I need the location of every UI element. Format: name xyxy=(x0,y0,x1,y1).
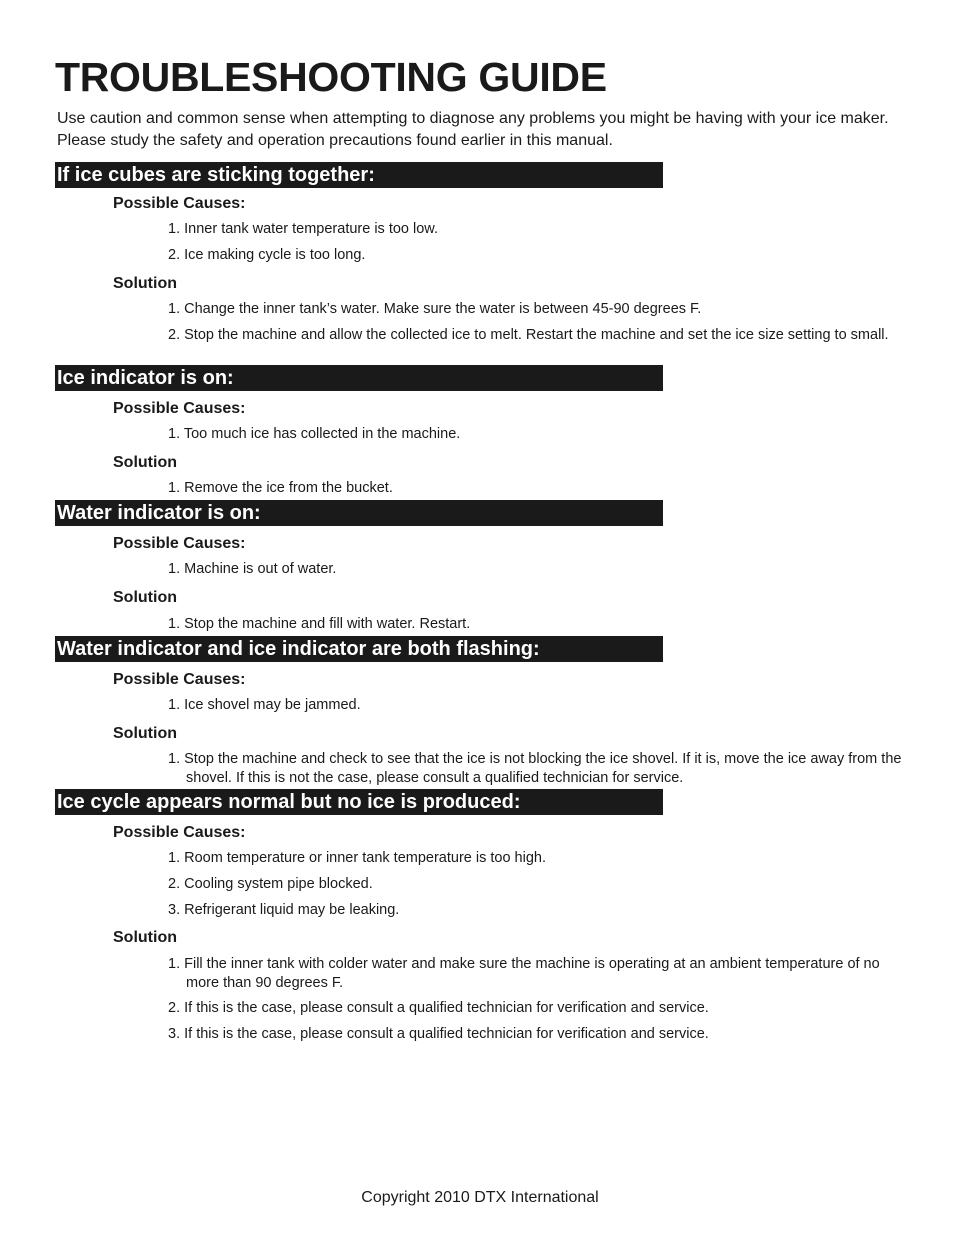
cause-item: 1. Ice shovel may be jammed. xyxy=(168,697,361,713)
copyright-footer: Copyright 2010 DTX International xyxy=(361,1189,599,1206)
cause-item: 1. Machine is out of water. xyxy=(168,561,337,577)
cause-item: 1. Too much ice has collected in the machine. xyxy=(168,426,461,442)
solution-item: 3. If this is the case, please consult a qualified technician for verification and service. xyxy=(168,1026,709,1042)
cause-item: 1. Room temperature or inner tank temperature is too high. xyxy=(168,850,546,866)
solution-item: 1. Stop the machine and check to see that the ice is not blocking the ice shovel. If it is, move the ice away from the shovel. If this is not the case, please consult a qualified technician for service. xyxy=(168,751,902,786)
causes-label: Possible Causes: xyxy=(113,824,246,841)
intro-paragraph: Use caution and common sense when attempting to diagnose any problems you might be having with your ice maker. Please study the safety and operation precautions found earlier in this manual. xyxy=(57,110,889,149)
cause-item: 2. Ice making cycle is too long. xyxy=(168,247,366,263)
cause-item: 2. Cooling system pipe blocked. xyxy=(168,876,373,892)
solution-item: 2. Stop the machine and allow the collected ice to melt. Restart the machine and set the ice size setting to small. xyxy=(168,327,889,343)
solution-label: Solution xyxy=(113,589,177,606)
section-heading: Water indicator and ice indicator are both flashing: xyxy=(55,636,663,662)
section-heading: Water indicator is on: xyxy=(55,500,663,526)
cause-item: 3. Refrigerant liquid may be leaking. xyxy=(168,902,400,918)
solution-item: 1. Fill the inner tank with colder water and make sure the machine is operating at an ambient temperature of no more than 90 degrees F. xyxy=(168,956,880,991)
causes-label: Possible Causes: xyxy=(113,671,246,688)
solution-item: 1. Remove the ice from the bucket. xyxy=(168,480,393,496)
causes-label: Possible Causes: xyxy=(113,400,246,417)
cause-item: 1. Inner tank water temperature is too low. xyxy=(168,221,438,237)
solution-item: 1. Change the inner tank’s water. Make sure the water is between 45-90 degrees F. xyxy=(168,301,702,317)
solution-label: Solution xyxy=(113,275,177,292)
causes-label: Possible Causes: xyxy=(113,195,246,212)
section-heading: Ice cycle appears normal but no ice is produced: xyxy=(55,789,663,815)
section-heading: If ice cubes are sticking together: xyxy=(55,162,663,188)
solution-label: Solution xyxy=(113,929,177,946)
solution-label: Solution xyxy=(113,725,177,742)
solution-item: 2. If this is the case, please consult a qualified technician for verification and service. xyxy=(168,1000,709,1016)
section-heading: Ice indicator is on: xyxy=(55,365,663,391)
page-title: TROUBLESHOOTING GUIDE xyxy=(55,54,607,100)
causes-label: Possible Causes: xyxy=(113,535,246,552)
solution-item: 1. Stop the machine and fill with water. Restart. xyxy=(168,616,471,632)
solution-label: Solution xyxy=(113,454,177,471)
